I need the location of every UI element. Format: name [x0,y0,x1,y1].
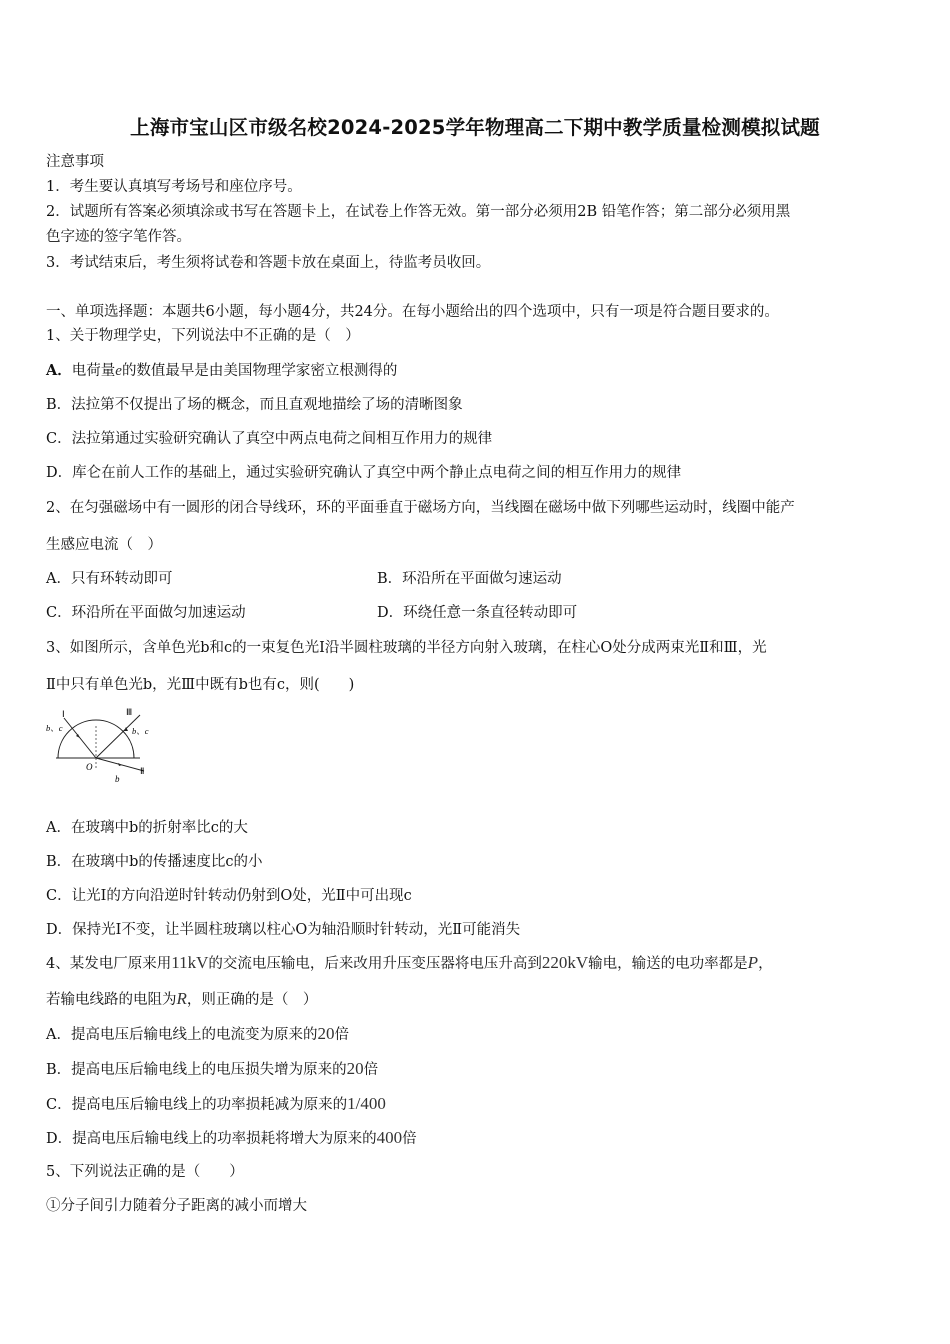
label-bc-right: b、c [132,726,149,736]
ray-i-arrow [76,734,80,738]
q1-option-c: C．法拉第通过实验研究确认了真空中两点电荷之间相互作用力的规律 [46,431,493,447]
q4-option-a-text: A．提高电压后输电线上的电流变为原来的 [46,1027,318,1043]
q4-option-d-text: D．提高电压后输电线上的功率损耗将增大为原来的 [46,1131,377,1147]
q4-stem-line-1 [46,953,773,974]
q1-option-a-post: 的数值最早是由美国物理学家密立根测得的 [121,363,398,379]
q4-stem-part-1: 4、某发电厂原来用 [46,956,172,972]
q4-option-b-text: B．提高电压后输电线上的电压损失增为原来的 [46,1062,347,1078]
q2-option-c: C．环沿所在平面做匀加速运动 [46,605,246,621]
section-heading: 一、单项选择题：本题共6小题，每小题4分，共24分。在每小题给出的四个选项中，只有一项是符合题目要求的。 [46,304,779,320]
q2-option-b: B．环沿所在平面做匀速运动 [377,571,562,587]
q2-option-a: A．只有环转动即可 [46,571,173,587]
notice-item-2-line-2: 色字迹的签字笔作答。 [46,229,191,245]
label-i: Ⅰ [62,709,65,719]
notice-heading: 注意事项 [46,154,104,170]
q4-stem-part-3: 输电，输送的电功率都是 [588,956,748,972]
q1-option-d: D．库仑在前人工作的基础上，通过实验研究确认了真空中两个静止点电荷之间的相互作用力的规律 [46,465,682,481]
label-o: O [86,762,93,772]
q1-option-a [46,361,397,381]
refraction-diagram [44,704,164,786]
q1-option-a-pre: 电荷量 [71,363,116,379]
notice-item-3: 3．考试结束后，考生须将试卷和答题卡放在桌面上，待监考员收回。 [46,255,491,271]
q5-stem: 5、下列说法正确的是（ ） [46,1164,244,1180]
q4-option-a [46,1024,349,1045]
q3-stem-line-2: Ⅱ中只有单色光b，光Ⅲ中既有b也有c，则( ) [46,677,355,693]
q2-stem-line-1: 2、在匀强磁场中有一圆形的闭合导线环，环的平面垂直于磁场方向，当线圈在磁场中做下列哪些运动时，线圈中能产 [46,500,795,516]
q2-option-d: D．环绕任意一条直径转动即可 [377,605,578,621]
q1-option-b: B．法拉第不仅提出了场的概念，而且直观地描绘了场的清晰图象 [46,397,463,413]
q1-option-a-var: e [115,363,122,379]
q3-option-c: C．让光Ⅰ的方向沿逆时针转动仍射到O处，光Ⅱ中可出现c [46,888,412,904]
q4-option-d-value: 400 [376,1128,403,1147]
q4-stem-part-4: ， [758,956,773,972]
q4-power-symbol: P [747,953,759,972]
q3-option-b: B．在玻璃中b的传播速度比c的小 [46,854,263,870]
q3-stem-line-1: 3、如图所示，含单色光b和c的一束复色光Ⅰ沿半圆柱玻璃的半径方向射入玻璃，在柱心O处分成两束光Ⅱ和Ⅲ，光 [46,640,767,656]
q4-option-a-value: 20 [317,1024,335,1043]
q4-option-b-value: 20 [346,1059,364,1078]
label-b: b [115,774,120,784]
page-title: 上海市宝山区市级名校2024-2025学年物理高二下期中教学质量检测模拟试题 [130,116,820,139]
label-ii: Ⅱ [140,766,145,776]
q4-option-c-value: 1/400 [347,1094,386,1113]
q4-option-c [46,1094,386,1115]
q4-resistance-symbol: R [176,989,187,1008]
q4-voltage-original: 11kV [171,953,209,972]
q4-stem2-part-2: ，则正确的是（ ） [186,992,318,1008]
q2-stem-line-2: 生感应电流（ ） [46,537,162,553]
q4-stem-part-2: 的交流电压输电，后来改用升压变压器将电压升高到 [208,956,542,972]
label-bc-left: b、c [46,723,63,733]
q4-stem2-part-1: 若输电线路的电阻为 [46,992,177,1008]
q4-option-c-text: C．提高电压后输电线上的功率损耗减为原来的 [46,1097,348,1113]
q1-stem: 1、关于物理学史，下列说法中不正确的是（ ） [46,328,360,344]
q4-option-d [46,1128,417,1149]
q4-option-b-end: 倍 [363,1062,379,1078]
q5-item-1: ①分子间引力随着分子距离的减小而增大 [46,1198,307,1214]
q1-option-a-label: A． [46,362,72,379]
q4-voltage-raised: 220kV [541,953,589,972]
q3-option-a: A．在玻璃中b的折射率比c的大 [46,820,248,836]
notice-item-1: 1．考生要认真填写考场号和座位序号。 [46,179,302,195]
q4-option-d-end: 倍 [402,1131,417,1147]
q4-stem-line-2 [46,989,317,1010]
q3-option-d: D．保持光Ⅰ不变，让半圆柱玻璃以柱心O为轴沿顺时针转动，光Ⅱ可能消失 [46,922,521,938]
q4-option-b [46,1059,378,1080]
label-iii: Ⅲ [126,707,133,717]
notice-item-2-line-1: 2．试题所有答案必须填涂或书写在答题卡上，在试卷上作答无效。第一部分必须用2B 铅笔作答；第二部分必须用黑 [46,204,791,220]
q4-option-a-end: 倍 [334,1027,349,1043]
